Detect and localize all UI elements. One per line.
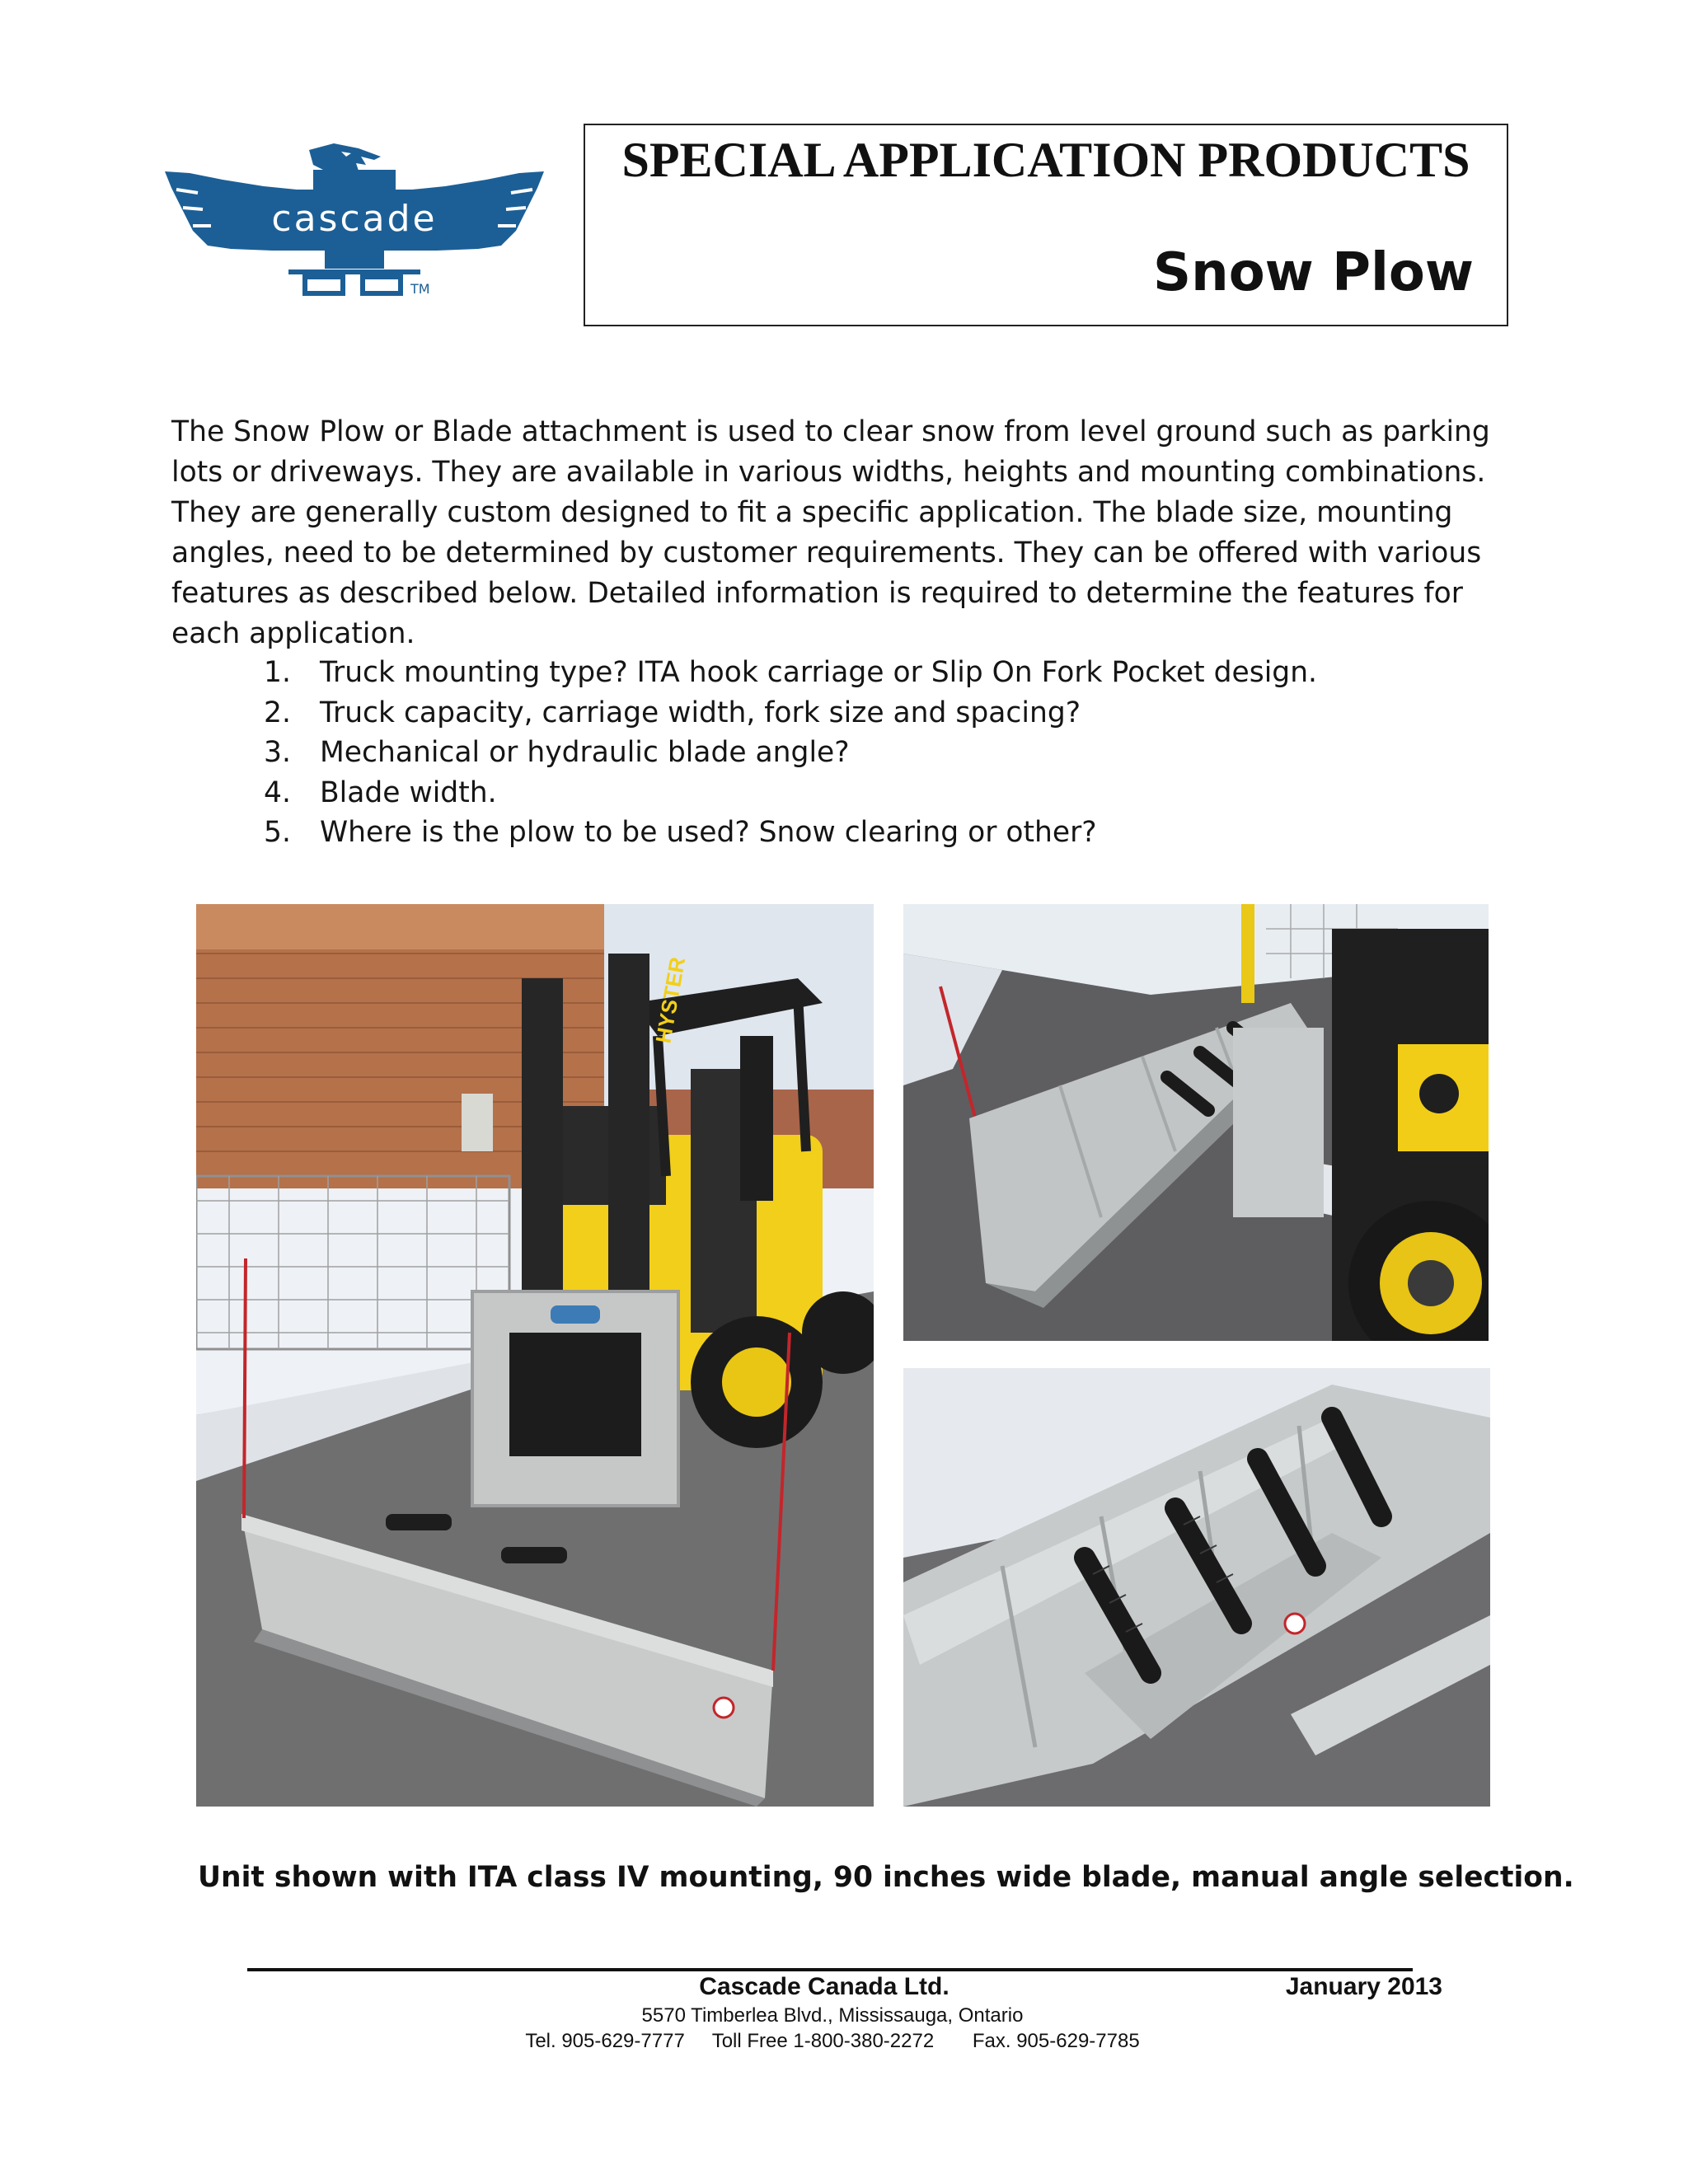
list-text: Truck capacity, carriage width, fork size and spacing? — [320, 696, 1081, 729]
footer-address: 5570 Timberlea Blvd., Mississauga, Ontario — [641, 2004, 1024, 2027]
photo-caption: Unit shown with ITA class IV mounting, 90 inches wide blade, manual angle selection. — [198, 1861, 1574, 1894]
footer-divider — [247, 1968, 1413, 1971]
blade-angle-photo — [903, 904, 1489, 1341]
list-number: 5. — [264, 816, 291, 849]
trademark-mark: TM — [410, 281, 430, 297]
title-box — [584, 124, 1508, 326]
list-number: 1. — [264, 656, 291, 689]
mast-brand-text: HYSTER — [650, 954, 691, 1046]
spring-mechanism-photo — [903, 1368, 1490, 1807]
cascade-logo — [165, 140, 544, 301]
requirements-list — [264, 653, 1418, 853]
intro-paragraph: The Snow Plow or Blade attachment is used to clear snow from level ground such as parking lots or driveways. They are available in various widths, heights and mounting combinations. They are generally custom designed to fit a specific application. The blade size, mounting angles, need to be determined by customer requirements. They can be offered with various features as described below. Detailed information is required to determine the features for each application. — [171, 415, 1490, 650]
list-number: 4. — [264, 776, 291, 809]
list-item — [264, 653, 1418, 693]
page-title: SPECIAL APPLICATION PRODUCTS — [621, 133, 1470, 187]
list-number: 3. — [264, 736, 291, 769]
list-number: 2. — [264, 696, 291, 729]
logo-wordmark: cascade — [271, 198, 438, 240]
product-name: Snow Plow — [1153, 242, 1474, 303]
list-text: Mechanical or hydraulic blade angle? — [320, 736, 850, 769]
list-item — [264, 733, 1418, 773]
list-item — [264, 813, 1418, 853]
footer-contacts: Tel. 905-629-7777 Toll Free 1-800-380-2272 Fax. 905-629-7785 — [525, 2030, 1140, 2052]
list-text: Blade width. — [320, 776, 497, 809]
list-item — [264, 773, 1418, 813]
list-text: Truck mounting type? ITA hook carriage or Slip On Fork Pocket design. — [320, 656, 1318, 689]
eagle-logo-icon — [165, 140, 544, 301]
forklift-plow-photo — [196, 904, 874, 1807]
list-item — [264, 693, 1418, 733]
footer-company: Cascade Canada Ltd. — [699, 1973, 950, 2000]
footer-date: January 2013 — [1285, 1973, 1442, 2000]
list-text: Where is the plow to be used? Snow clearing or other? — [320, 816, 1097, 849]
